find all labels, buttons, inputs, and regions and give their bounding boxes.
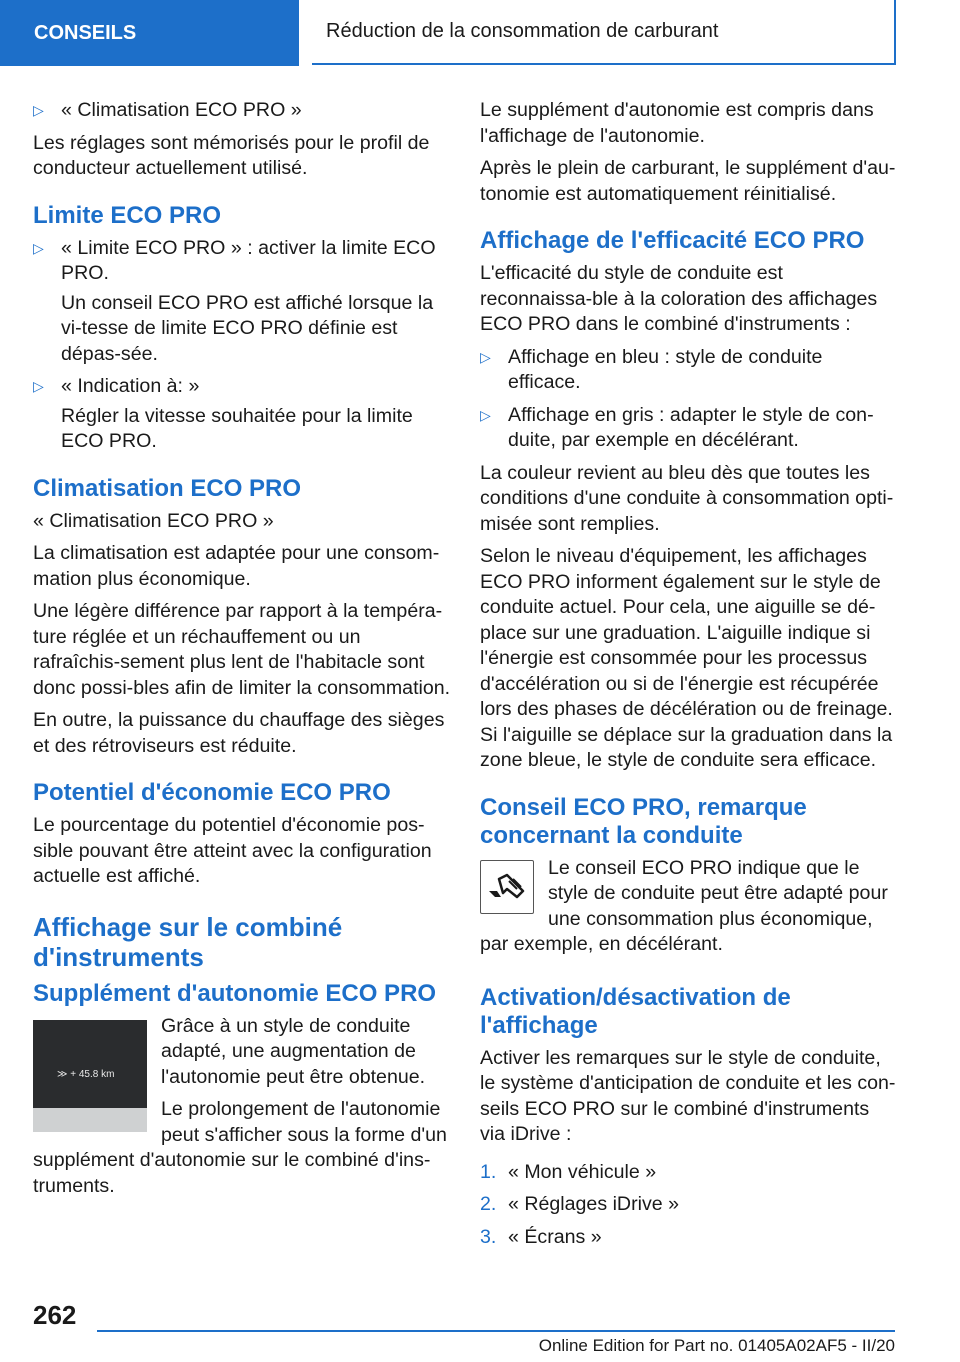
paragraph: En outre, la puissance du chauffage des sièges et des rétroviseurs est réduite. [33,709,445,757]
triangle-right-icon: ▷ [33,378,44,394]
paragraph: La climatisation est adaptée pour une consom-mation plus économique. [33,542,440,590]
list-item [33,98,451,124]
list-item [33,374,451,455]
list-item [480,345,898,396]
step-text: « Écrans » [508,1225,602,1248]
range-readout: ≫ + 45.8 km [57,1068,115,1080]
heading-conseil: Conseil ECO PRO, remarque concernant la conduite [480,793,807,849]
list-item [33,236,451,368]
list-item-text: Affichage en bleu : style de conduite efficace. [508,345,823,393]
paragraph: Les réglages sont mémorisés pour le profil de conducteur actuellement utilisé. [33,131,430,179]
edition-note: Online Edition for Part no. 01405A02AF5 - II/20 [538,1336,895,1355]
steps-list [480,1160,898,1251]
page-number: 262 [33,1300,77,1330]
heading-limite: Limite ECO PRO [33,201,222,229]
paragraph: « Climatisation ECO PRO » [33,509,274,532]
heading-efficacite: Affichage de l'efficacité ECO PRO [480,227,865,254]
triangle-right-icon: ▷ [33,239,44,256]
left-column [33,98,451,1206]
paragraph: Grâce à un style de conduite adapté, une augmentation de l'autonomie peut être obtenue. [161,1014,426,1088]
paragraph: Le pourcentage du potentiel d'économie pos-sible pouvant être atteint avec la configuration actuelle est affiché. [33,814,432,887]
supplement-block [33,1014,451,1200]
chapter-title: Réduction de la consommation de carburant [312,0,896,65]
eco-pro-tip-icon [480,860,534,914]
list-item-text: « Climatisation ECO PRO » [61,99,302,121]
paragraph: L'efficacité du style de conduite est reconnaissa-ble à la coloration des affichages ECO PRO dans le combiné d'instruments : [480,262,878,335]
heading-supplement: Supplément d'autonomie ECO PRO [33,979,437,1007]
paragraph: Le conseil ECO PRO indique que le style de conduite peut être adapté pour une consommation plus économique, par exemple, en décélérant. [480,856,888,955]
triangle-right-icon: ▷ [33,102,44,118]
list-item-text: Affichage en gris : adapter le style de con-duite, par exemple en décélérant. [508,403,874,451]
step-text: « Réglages iDrive » [508,1193,679,1215]
paragraph: Après le plein de carburant, le supplément d'au-tonomie est automatiquement réinitialisé. [480,157,896,205]
list-item [480,403,898,454]
list-item-text: « Indication à: » [61,375,200,397]
paragraph: Le supplément d'autonomie est compris dans l'affichage de l'autonomie. [480,99,874,147]
list-item-subtext: Un conseil ECO PRO est affiché lorsque la vi-tesse de limite ECO PRO définie est dépas-sée. [61,291,434,365]
paragraph: Une légère différence par rapport à la tempéra-ture réglée et un réchauffement ou un rafraîchis-sement plus lent de l'habitacle sont donc possi-bles afin de limiter la consommation. [33,600,451,699]
section-tab: CONSEILS [0,0,299,66]
triangle-right-icon: ▷ [480,348,491,365]
step-number: 2. [480,1193,497,1215]
list-item-text: « Limite ECO PRO » : activer la limite ECO PRO. [61,236,436,284]
right-column [480,98,898,1257]
step-text: « Mon véhicule » [508,1160,657,1183]
heading-affichage-combine: Affichage sur le combiné d'instruments [33,911,343,972]
list-item [480,1192,898,1218]
paragraph: Le prolongement de l'autonomie peut s'afficher sous la forme d'un supplément d'autonomie sur le combiné d'ins-truments. [33,1098,447,1197]
paragraph: Activer les remarques sur le style de conduite, le système d'anticipation de conduite et les con-seils ECO PRO sur le combiné d'instruments via iDrive : [480,1046,896,1145]
list-item [480,1225,898,1251]
step-number: 3. [480,1225,497,1248]
heading-activation: Activation/désactivation de l'affichage [480,983,791,1039]
conseil-block [480,856,898,958]
paragraph: Selon le niveau d'équipement, les affichages ECO PRO informent également sur le style de conduite actuel. Pour cela, une aiguille se dé-place sur une graduation. L'aiguille indique si l'énergie est consommée pour les processus d'accélération ou si de l'énergie est récupérée lors des phases de décélération ou de freinage. Si l'aiguille se déplace sur la graduation dans la zone bleue, le style de conduite sera efficace. [480,545,893,771]
dashboard-image [33,1020,147,1132]
paragraph: La couleur revient au bleu dès que toutes les conditions d'une conduite à consommation opti-misée sont remplies. [480,461,894,535]
triangle-right-icon: ▷ [480,406,491,423]
heading-potentiel: Potentiel d'économie ECO PRO [33,779,391,806]
step-number: 1. [480,1160,497,1183]
heading-climatisation: Climatisation ECO PRO [33,474,302,502]
footer-divider [97,1330,895,1332]
list-item-subtext: Régler la vitesse souhaitée pour la limite ECO PRO. [61,404,413,452]
list-item [480,1160,898,1186]
